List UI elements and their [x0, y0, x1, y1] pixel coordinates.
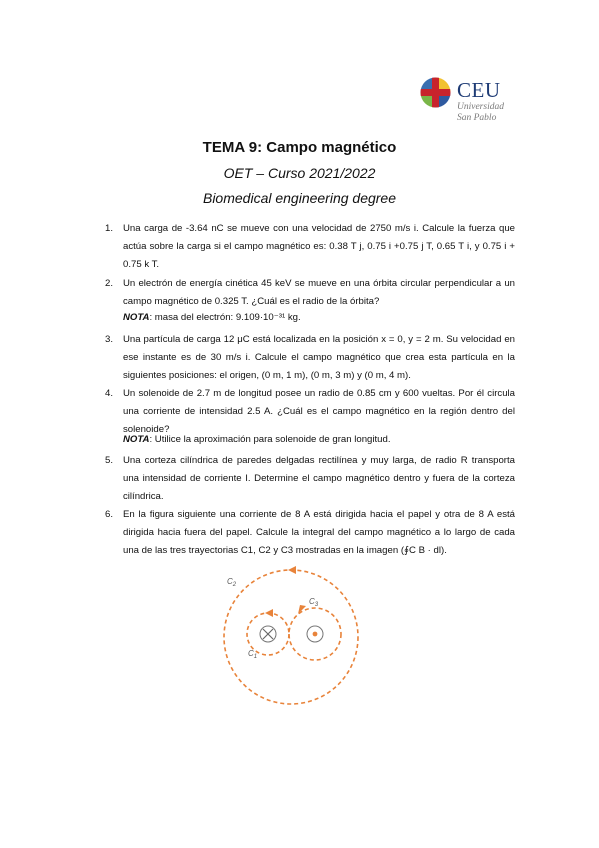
- logo-brand: CEU: [457, 78, 501, 102]
- logo-university: [457, 102, 504, 124]
- question-6: [105, 506, 515, 560]
- question-text: Una partícula de carga 12 μC está localizada en la posición x = 0, y = 2 m. Su velocidad en ese instante es de 30 m/s i. Calcule el campo magnético que crea esta partícula en la siguientes posiciones: el origen, (0 m, 1 m), (0 m, 3 m) y (0 m, 4 m).: [123, 334, 515, 381]
- logo-university-line2: San Pablo: [457, 113, 497, 123]
- question-number: 6.: [105, 509, 114, 520]
- current-into-page-icon: [260, 626, 276, 642]
- question-text: Una corteza cilíndrica de paredes delgadas rectilínea y muy larga, de radio R transporta una intensidad de corriente I. Determine el campo magnético dentro y fuera de la corteza cilíndrica.: [123, 455, 515, 502]
- degree-subtitle: Biomedical engineering degree: [202, 190, 397, 206]
- question-5: [105, 452, 515, 506]
- question-number: 5.: [105, 455, 114, 466]
- question-text: Un solenoide de 2.7 m de longitud posee un radio de 0.85 cm y 600 vueltas. Por él circula una corriente de intensidad 2.5 A. ¿Cuál es el campo magnético en la región dentro del solenoide?: [123, 388, 515, 435]
- question-text: Un electrón de energía cinética 45 keV se mueve en una órbita circular perpendicular a un campo magnético de 0.325 T. ¿Cuál es el radio de la órbita?: [123, 278, 515, 307]
- question-4: [105, 385, 515, 439]
- note-label: NOTA: [123, 434, 150, 445]
- question-3: [105, 331, 515, 385]
- question-number: 4.: [105, 388, 114, 399]
- ceu-emblem-icon: [420, 77, 451, 108]
- ceu-logo: [420, 77, 530, 129]
- c1-arrow-icon: [265, 609, 273, 617]
- note-text: : Utilice la aproximación para solenoide de gran longitud.: [149, 434, 391, 445]
- question-2: [105, 275, 515, 311]
- c2-arrow-icon: [288, 566, 296, 574]
- page-title: TEMA 9: Campo magnético: [202, 139, 397, 156]
- question-text: En la figura siguiente una corriente de 8 A está dirigida hacia el papel y otra de 8 A está dirigida hacia fuera del papel. Calcule la integral del campo magnético a lo largo de cada una de las tres trayectorias C1, C2 y C3 mostradas en la imagen (∮C B · dl).: [123, 509, 515, 556]
- note-q2: [123, 311, 301, 325]
- c3-arrow-icon: [298, 605, 306, 614]
- current-out-of-page-icon: [307, 626, 323, 642]
- current-paths-figure: [228, 560, 368, 720]
- label-c2: $C_2$: [227, 577, 237, 588]
- note-q4: [123, 433, 391, 447]
- question-number: 1.: [105, 223, 114, 234]
- question-number: 3.: [105, 334, 114, 345]
- note-text: : masa del electrón: 9.109·10⁻³¹ kg.: [149, 312, 301, 323]
- path-c2: [224, 570, 358, 704]
- label-c1: $C_1$: [248, 649, 258, 660]
- question-text: Una carga de -3.64 nC se mueve con una velocidad de 2750 m/s i. Calcule la fuerza que actúa sobre la carga si el campo magnético es: 0.38 T j, 0.75 i +0.75 j T, 0.65 T i, y 0.75 i + 0.75 k T.: [123, 223, 515, 270]
- question-number: 2.: [105, 278, 114, 289]
- question-1: [105, 220, 515, 274]
- note-label: NOTA: [123, 312, 150, 323]
- logo-university-line1: Universidad: [457, 102, 504, 112]
- course-subtitle: OET – Curso 2021/2022: [223, 165, 376, 181]
- label-c3: $C_3$: [309, 597, 319, 608]
